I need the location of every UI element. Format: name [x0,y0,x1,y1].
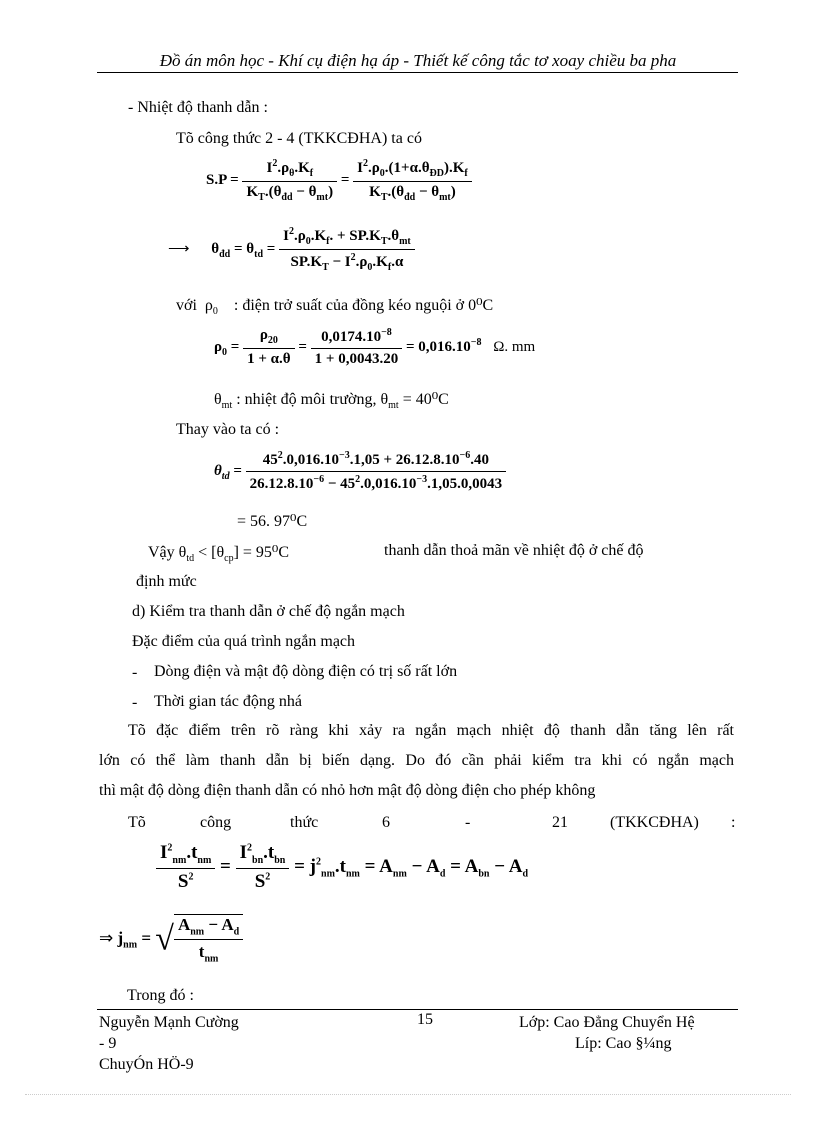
vay-part-4: thanh dẫn thoả mãn về nhiệt độ ở chế độ [384,542,644,559]
rho-symbol: ρ [204,297,213,314]
formula-intro: Tõ công thức 2 - 4 (TKKCĐHA) ta có [176,130,422,147]
conclusion-line [148,542,742,564]
voi-label: với [176,297,197,314]
word-colon: : [731,814,736,831]
bullet-dash: - [132,694,138,711]
equation-theta-numeric: $\theta_{td}$ = $\frac{45^2.0,016.10^{-3}.1,05 + 26.12.8.10^{-6}.40}{26.12.8.10^{-6} - 45^2.0,016.10^{-3}.1,05.0,0043}$ [214,450,506,493]
rho-definition [176,295,493,317]
eq3-unit: Ω. mm [493,338,536,355]
word-21: 21 [552,814,568,831]
where-label: Trong đó : [127,987,194,1004]
theta-value: = 40⁰C [402,391,449,408]
page-header: Đồ án môn học - Khí cụ điện hạ áp - Thiết kế công tắc tơ xoay chiều ba pha [159,51,677,70]
bullet-dash: - [132,664,138,681]
eq1-equals: = [340,171,350,188]
footer-author-3: ChuyÓn HÖ-9 [99,1056,194,1073]
eq4-fraction: $\frac{45^2.0,016.10^{-3}.1,05 + 26.12.8.10^{-6}.40}{26.12.8.10^{-6} - 45^2.0,016.10^{-3}.1,05.0,0043}$ [246,450,506,493]
short-circuit-characteristics: Đặc điểm của quá trình ngắn mạch [132,633,356,650]
eq1-fraction-2: $\frac{I^2.\rho_0.(1+\alpha.\theta_{ĐD}).K_f}{K_T.(\theta_{đd} - \theta_{mt})}$ [353,158,472,203]
footer-class-2: Líp: Cao §¼ng [575,1035,672,1052]
vay-part-3: ] = 95⁰C [233,544,290,561]
bullet-2-text: Thời gian tác động nhá [154,693,302,710]
bullet-1 [132,664,137,682]
word-dash: - [465,814,471,831]
equation-theta: ⟶ $\theta_{đd} = \theta_{td}$ = $\frac{I^2.\rho_0.K_f. + SP.K_T.\theta_{mt}}{SP.K_T - I^2.\rho_0.K_f.\alpha}$ [168,226,415,273]
rho-sub: 0 [212,306,218,318]
footer-author: Nguyễn Mạnh Cường [99,1014,239,1031]
paragraph-line-3: thì mật độ dòng điện thanh dẫn có nhỏ hơn mật độ dòng điện cho phép không [99,782,596,799]
theta-desc: : nhiệt độ môi trường, θ [236,391,389,408]
theta-symbol: θ [214,391,222,408]
header-rule [97,72,738,73]
word-thuc: thức [290,814,319,831]
footer-class: Lớp: Cao Đẳng Chuyển Hệ [519,1014,695,1031]
rho-desc: : điện trở suất của đồng kéo nguội ở 0⁰C [233,297,494,314]
paragraph-line-2: lớn có thể làm thanh dẫn bị biến dạng. Do đó cần phải kiểm tra khi có ngắn mạch [99,752,734,769]
vay-sub-1: td [186,553,195,565]
arrow-icon: ⟶ [168,240,190,257]
eq6-fraction: $\frac{A_{nm} - A_d}{t_{nm}}$ [174,914,243,965]
eq5-fraction-2: $\frac{I^2_{bn}.t_{bn}}{S^2}$ [236,842,290,893]
bullet-2 [132,694,137,712]
word-cong: công [200,814,232,831]
eq3-fraction-1: $\frac{\rho_{20}}{1 + \alpha.\theta}$ [243,327,295,368]
page-bottom-dotted-line [25,1094,791,1095]
rated-mode-label: định mức [136,573,197,590]
eq3-fraction-2: $\frac{0,0174.10^{-8}}{1 + 0,0043.20}$ [311,327,403,368]
temperature-heading: - Nhiệt độ thanh dẫn : [128,99,268,116]
word-6: 6 [382,814,390,831]
eq1-left: S.P = [206,171,239,188]
section-d-title: d) Kiểm tra thanh dẫn ở chế độ ngắn mạch [132,603,405,620]
theta-sub-2: mt [388,400,399,412]
footer-rule [97,1009,738,1010]
vay-sub-2: cp [224,553,234,565]
theta-sub: mt [221,400,233,412]
equation-rho: $\rho_0$ = $\frac{\rho_{20}}{1 + \alpha.\theta}$ = $\frac{0,0174.10^{-8}}{1 + 0,0043.20}$ = $0,016.10^{-8}$ Ω. mm [214,327,536,367]
substitute-label: Thay vào ta có : [176,421,280,438]
vay-part-2: < [θ [198,544,225,561]
sqrt-icon: √ [155,920,174,958]
page-number: 15 [417,1011,433,1028]
equation-jnm: ⇒ $j_{nm}$ = √ $\frac{A_{nm} - A_d}{t_{nm}}$ [99,914,243,965]
equation-sp [206,158,472,203]
footer-author-2: - 9 [99,1035,117,1052]
word-tu: Tõ [128,814,146,831]
paragraph-line-1: Tõ đặc điểm trên rõ ràng khi xảy ra ngắn mạch nhiệt độ thanh dẫn tăng lên rất [128,722,734,739]
vay-part-1: Vậy θ [148,544,187,561]
eq1-fraction-1: $\frac{I^2.\rho_\theta.K_f}{K_T.(\theta_{đd} - \theta_{mt})}$ [242,158,337,203]
bullet-1-text: Dòng điện và mật độ dòng điện có trị số rất lớn [154,663,458,680]
eq5-fraction-1: $\frac{I^2_{nm}.t_{nm}}{S^2}$ [156,842,215,893]
theta-result: = 56. 97⁰C [237,513,308,530]
equation-energy: $\frac{I^2_{nm}.t_{nm}}{S^2}$ = $\frac{I^2_{bn}.t_{bn}}{S^2}$ = $j^2_{nm}.t_{nm} = A_{nm} - A_d = A_{bn} - A_d$ [156,842,528,893]
theta-mt-definition [214,389,449,411]
eq2-fraction: $\frac{I^2.\rho_0.K_f. + SP.K_T.\theta_{mt}}{SP.K_T - I^2.\rho_0.K_f.\alpha}$ [279,226,415,273]
word-tkkcdha: (TKKCĐHA) [610,814,699,831]
